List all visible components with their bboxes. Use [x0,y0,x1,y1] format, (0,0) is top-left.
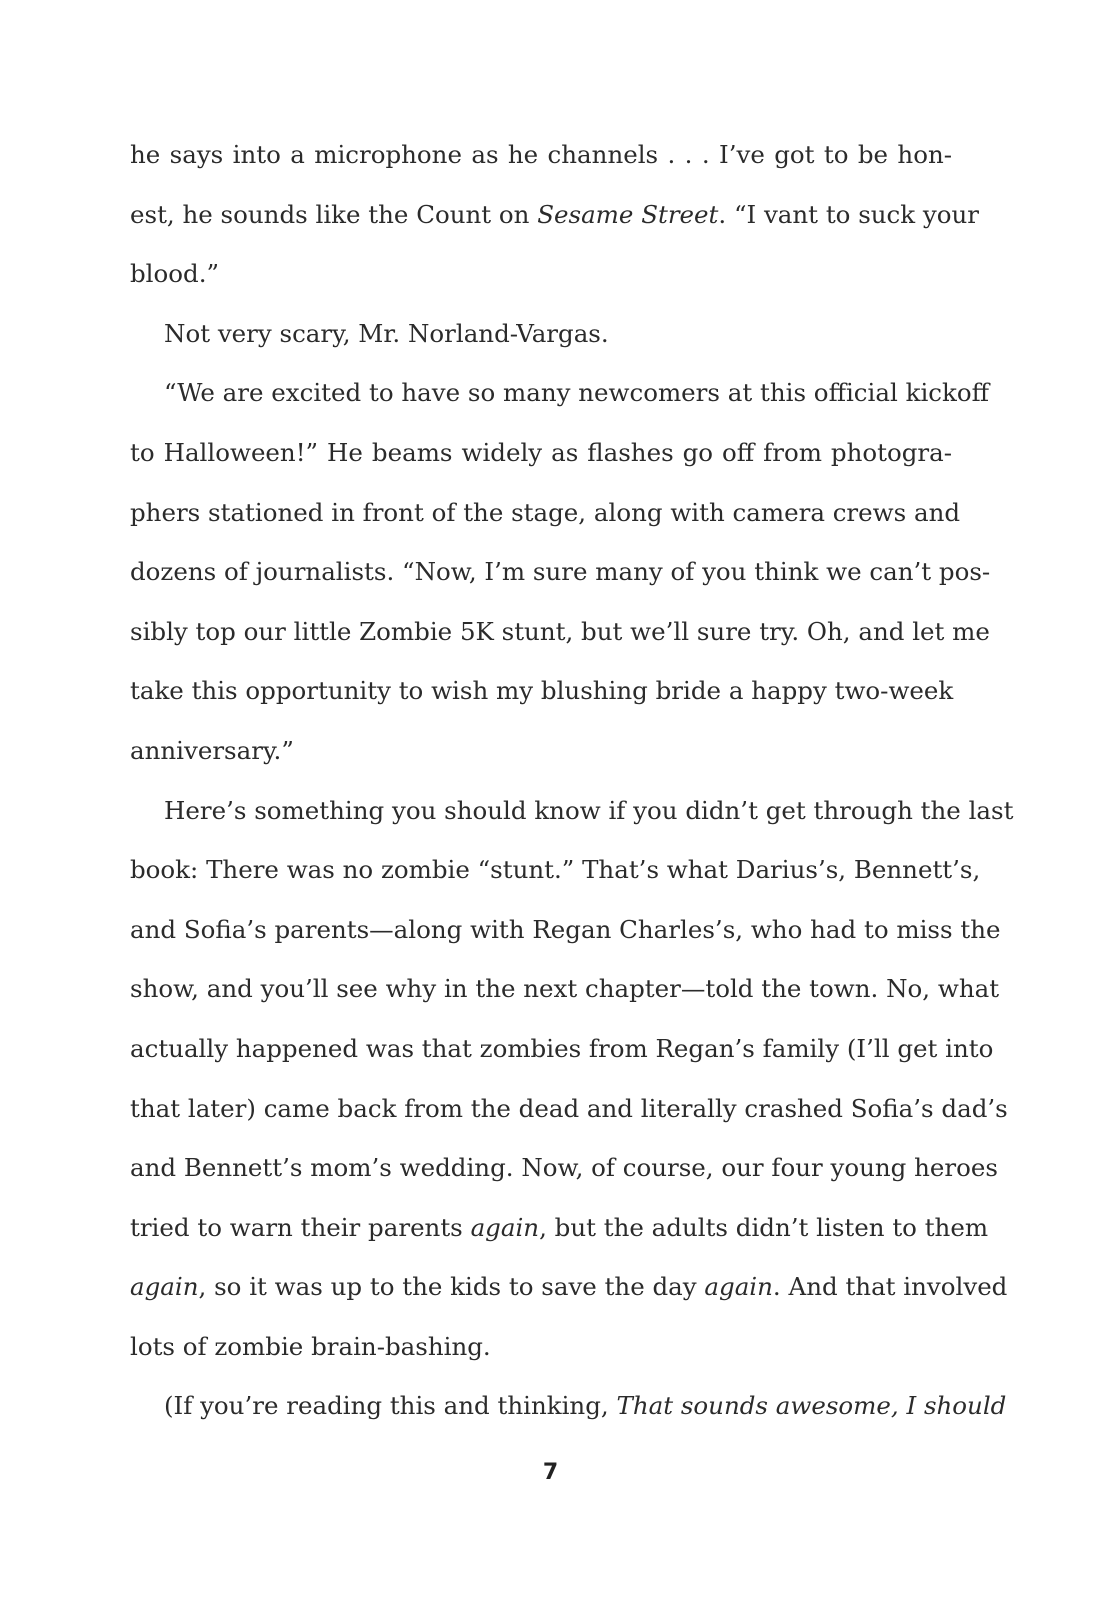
text-line [130,1198,989,1258]
text-run: sibly top our little Zombie 5K stunt, but we’ll sure try. Oh, and let me [130,616,990,646]
text-run: est, he sounds like the Count on [130,199,538,229]
text-line [130,363,989,423]
italic-text: again [130,1272,199,1302]
text-run: , but the adults didn’t listen to them [539,1212,989,1242]
text-line [130,661,952,721]
text-line [130,1019,994,1079]
text-line [130,1257,1008,1317]
text-line [130,244,952,304]
text-run: take this opportunity to wish my blushing bride a happy two-week [130,676,954,706]
text-run: actually happened was that zombies from Regan’s family (I’ll get into [130,1033,994,1063]
text-line [130,483,961,543]
text-run: book: There was no zombie “stunt.” That’s what Darius’s, Bennett’s, [130,855,981,885]
text-line [130,185,979,245]
page-number: 7 [542,1460,559,1485]
italic-text: That sounds awesome, I should [616,1391,1007,1421]
text-run: tried to warn their parents [130,1212,471,1242]
text-line [130,1138,998,1198]
text-run: to Halloween!” He beams widely as flashes go off from photogra- [130,437,952,467]
text-run: . “I vant to suck your [718,199,979,229]
text-line [130,721,952,781]
text-line [130,840,981,900]
italic-text: again [470,1212,540,1242]
italic-text: again [704,1272,773,1302]
text-line [130,1079,1008,1139]
text-run: , so it was up to the kids to save the day [198,1272,705,1302]
text-line [130,1376,1007,1436]
text-line [130,1317,952,1377]
text-line [130,542,991,602]
italic-text: Sesame Street [537,199,719,229]
text-run: blood.” [130,259,220,289]
text-run: dozens of journalists. “Now, I’m sure many of you think we can’t pos- [130,557,991,587]
text-run: . And that involved [772,1272,1008,1302]
text-run: lots of zombie brain-bashing. [130,1331,491,1361]
text-run: he says into a microphone as he channels . . . I’ve got to be hon- [130,140,952,169]
text-line [130,602,990,662]
text-run: anniversary.” [130,735,294,765]
body-text [130,125,1014,1436]
text-line [130,900,1001,960]
text-run: show, and you’ll see why in the next chapter—told the town. No, what [130,974,1000,1004]
text-run: that later) came back from the dead and literally crashed Sofia’s dad’s [130,1093,1008,1123]
text-run: and Bennett’s mom’s wedding. Now, of course, our four young heroes [130,1153,998,1183]
text-run: phers stationed in front of the stage, along with camera crews and [130,497,961,527]
text-line [130,781,1014,841]
text-line [130,423,952,483]
text-run: (If you’re reading this and thinking, [164,1391,617,1421]
text-line [130,304,952,364]
text-run: Not very scary, Mr. Norland-Vargas. [164,318,609,348]
text-run: “We are excited to have so many newcomers at this official kickoff [164,378,989,408]
text-line [130,959,1000,1019]
text-run: Here’s something you should know if you didn’t get through the last [164,795,1014,825]
text-run: and Sofia’s parents—along with Regan Charles’s, who had to miss the [130,914,1001,944]
text-line [130,125,952,185]
